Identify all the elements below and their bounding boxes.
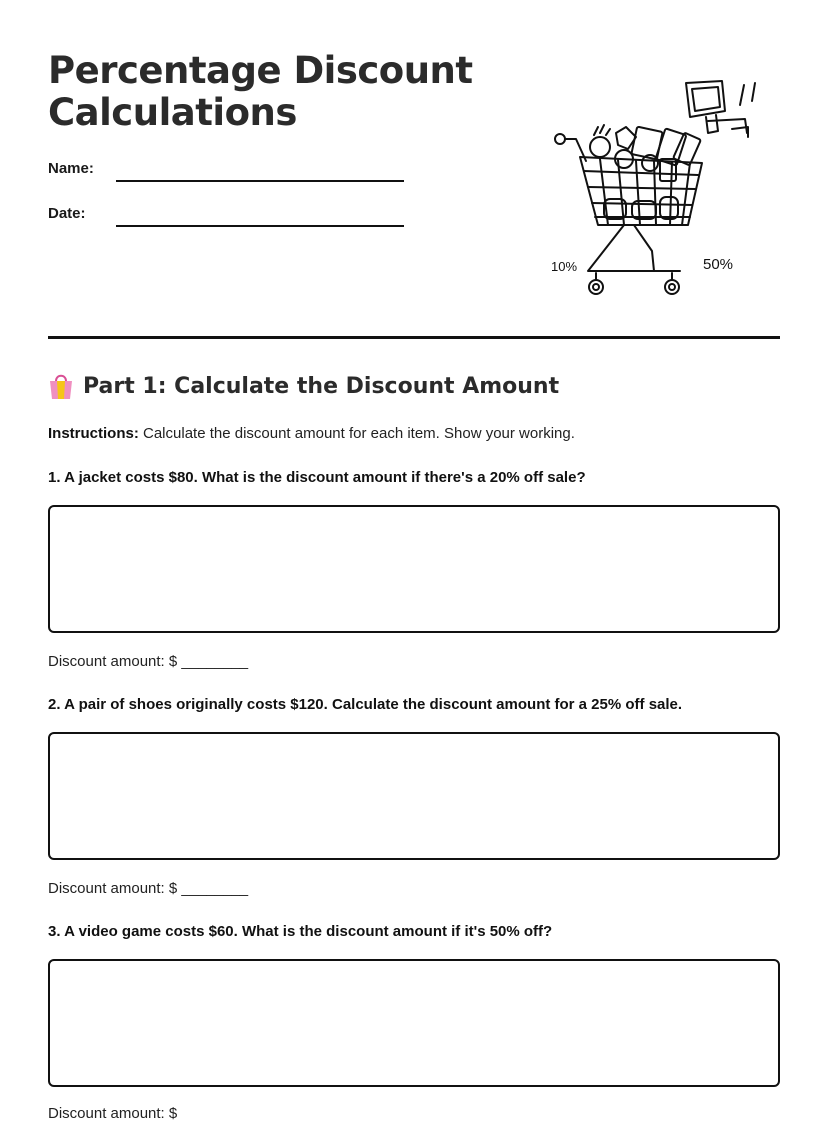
answer-line-1: Discount amount: $ ________ [48, 653, 249, 670]
instructions-text: Calculate the discount amount for each item. Show your working. [138, 425, 575, 442]
discount-label-10: 10% [551, 259, 578, 274]
date-field[interactable] [116, 225, 404, 227]
question-1: 1. A jacket costs $80. What is the discount amount if there's a 20% off sale? [48, 469, 586, 486]
instructions [48, 425, 575, 442]
title-line-2: Calculations [48, 91, 297, 134]
shopping-bag-icon [48, 372, 74, 400]
question-2: 2. A pair of shoes originally costs $120. Calculate the discount amount for a 25% off sale. [48, 696, 683, 713]
question-3: 3. A video game costs $60. What is the discount amount if it's 50% off? [48, 923, 553, 940]
answer-box-3[interactable] [48, 959, 780, 1087]
part1-heading-text: Part 1: Calculate the Discount Amount [83, 373, 560, 399]
discount-label-50: 50% [703, 256, 734, 273]
date-label: Date: [48, 205, 86, 222]
instructions-label: Instructions: [48, 425, 139, 442]
name-field[interactable] [116, 180, 404, 182]
part1-heading [48, 372, 559, 400]
title-line-1: Percentage Discount [48, 49, 473, 92]
page-title [48, 50, 473, 134]
answer-box-2[interactable] [48, 732, 780, 860]
section-divider [48, 336, 780, 339]
answer-line-2: Discount amount: $ ________ [48, 880, 249, 897]
name-label: Name: [48, 160, 94, 177]
answer-line-3: Discount amount: $ [48, 1105, 178, 1122]
answer-box-1[interactable] [48, 505, 780, 633]
